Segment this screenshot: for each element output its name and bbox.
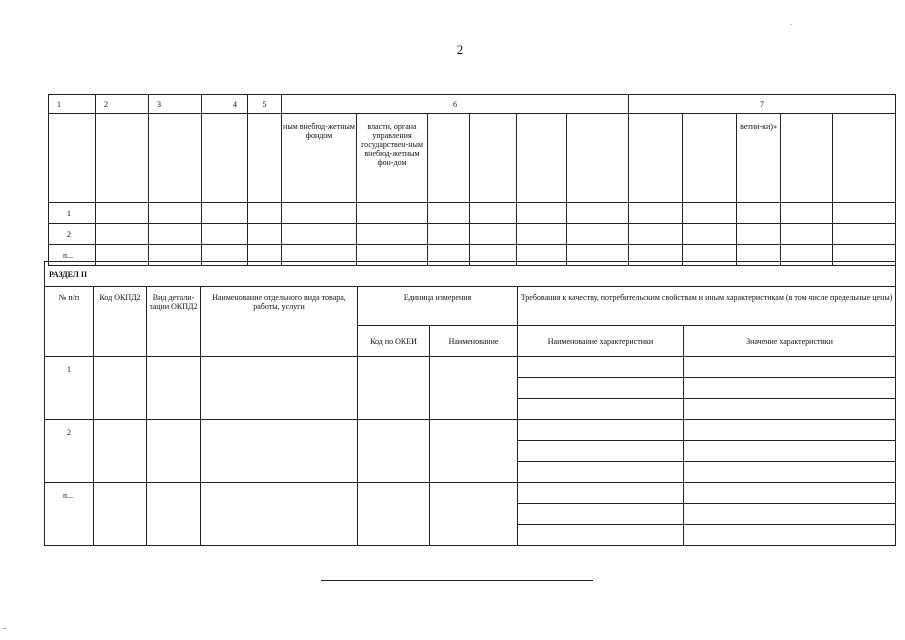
row-label: 1 xyxy=(45,357,94,420)
column-number-row xyxy=(49,95,896,114)
row-label: n... xyxy=(49,245,96,266)
header-okei: Код по ОКЕИ xyxy=(358,326,430,357)
section-title-row xyxy=(45,262,896,287)
corner-mark: ‾ xyxy=(3,628,6,638)
header-num: № п/п xyxy=(45,287,94,357)
col-number-5: 5 xyxy=(248,95,282,114)
col-number-2: 2 xyxy=(96,95,149,114)
header-unit-name: Наименование xyxy=(430,326,518,357)
header-item-name: Наименование отдельного вида товара, работы, услуги xyxy=(201,287,358,357)
header-respondents: ветни-ки)» xyxy=(737,114,781,203)
table-row xyxy=(45,483,896,504)
table-row xyxy=(45,420,896,441)
header-authority: власти, органа управления государствен-ным внебюд-жетным фон-дом xyxy=(357,114,428,203)
header-okpd: Код ОКПД2 xyxy=(94,287,147,357)
speck: . xyxy=(790,17,793,27)
cell xyxy=(49,114,96,203)
table-section-2 xyxy=(44,261,896,546)
page-number: 2 xyxy=(456,42,464,57)
col-number-1: 1 xyxy=(49,95,96,114)
header-detail: Вид детали-зации ОКПД2 xyxy=(147,287,201,357)
col-number-3: 3 xyxy=(149,95,202,114)
table-row xyxy=(49,203,896,224)
cell xyxy=(428,114,470,203)
separator-line xyxy=(321,580,593,581)
row-label: 2 xyxy=(49,224,96,245)
cell xyxy=(470,114,517,203)
row-label: n... xyxy=(45,483,94,546)
table-row xyxy=(45,357,896,378)
col-number-7: 7 xyxy=(629,95,896,114)
cell xyxy=(629,114,683,203)
cell xyxy=(96,114,149,203)
table-section-1 xyxy=(48,94,896,266)
section-title: РАЗДЕЛ II xyxy=(45,262,896,287)
table-row xyxy=(49,224,896,245)
header-extrabudgetary-fund: ным внебюд-жетным фондом xyxy=(282,114,357,203)
cell xyxy=(202,114,248,203)
col-number-4: 4 xyxy=(202,95,248,114)
header-char-name: Наименование характеристики xyxy=(518,326,684,357)
col-number-6: 6 xyxy=(282,95,629,114)
cell xyxy=(149,114,202,203)
header-char-value: Значение характеристики xyxy=(684,326,896,357)
cell xyxy=(567,114,629,203)
sub-header-row xyxy=(49,114,896,203)
header-unit: Единица измерения xyxy=(358,287,518,326)
row-label: 1 xyxy=(49,203,96,224)
cell xyxy=(517,114,567,203)
header-row xyxy=(45,287,896,326)
cell xyxy=(248,114,282,203)
row-label: 2 xyxy=(45,420,94,483)
cell xyxy=(833,114,896,203)
cell xyxy=(781,114,833,203)
header-requirements: Требования к качеству, потребительским свойствам и иным характеристикам (в том числе предельные цены) xyxy=(518,287,896,326)
cell xyxy=(683,114,737,203)
